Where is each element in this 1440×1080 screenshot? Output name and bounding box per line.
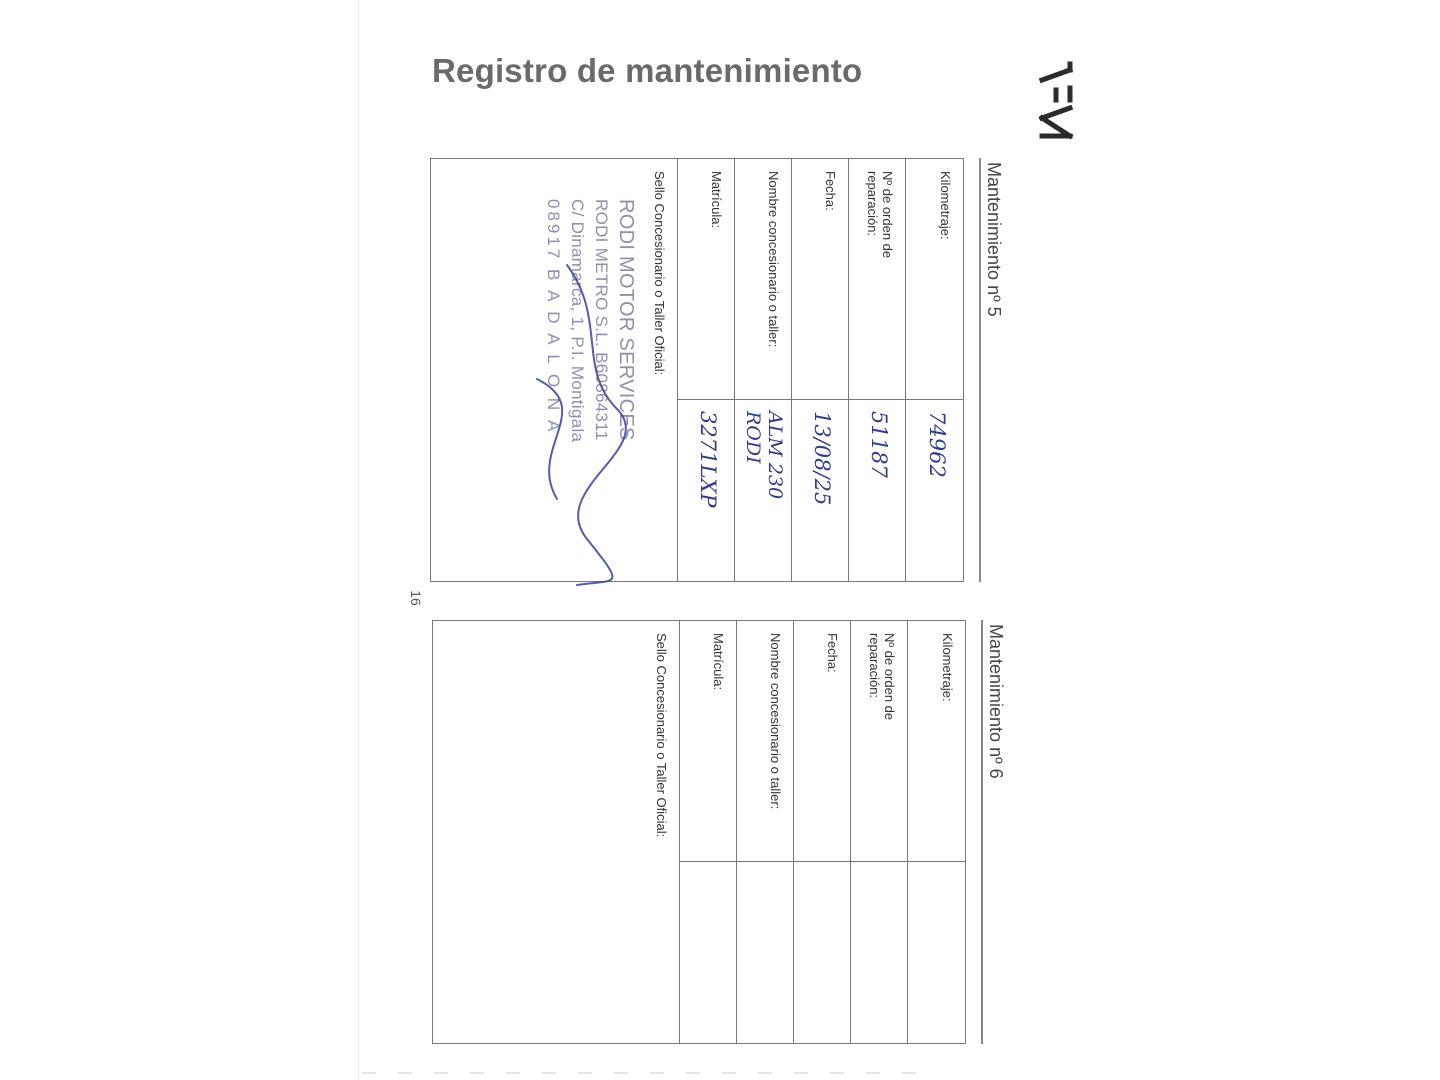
value-nombre-1: ALM 230 bbox=[764, 411, 786, 500]
label-orden: Nº de orden de reparación: bbox=[867, 633, 897, 721]
row-matricula bbox=[679, 621, 736, 1043]
label-nombre: Nombre concesionario o taller: bbox=[768, 633, 783, 810]
value-orden: 51187 bbox=[867, 411, 891, 478]
label-matricula: Matrícula: bbox=[711, 633, 726, 691]
label-fecha: Fecha: bbox=[823, 171, 838, 211]
row-orden bbox=[850, 621, 907, 1043]
form-title: Mantenimiento nº 6 bbox=[986, 624, 1006, 779]
label-nombre: Nombre concesionario o taller: bbox=[766, 171, 781, 348]
signature-icon bbox=[517, 259, 637, 589]
title-rule bbox=[979, 158, 981, 582]
label-fecha: Fecha: bbox=[825, 633, 840, 673]
row-fecha bbox=[791, 159, 848, 581]
page-edge bbox=[358, 0, 359, 1080]
form-grid bbox=[432, 620, 966, 1044]
value-kilometraje: 74962 bbox=[925, 411, 949, 478]
row-matricula bbox=[677, 159, 734, 581]
maintenance-form-6 bbox=[432, 620, 1012, 1044]
row-kilometraje bbox=[907, 621, 965, 1043]
label-sello: Sello Concesionario o Taller Oficial: bbox=[652, 171, 667, 376]
row-kilometraje bbox=[905, 159, 963, 581]
scan-artifact bbox=[362, 1072, 922, 1074]
label-orden: Nº de orden de reparación: bbox=[865, 171, 895, 259]
row-sello bbox=[433, 159, 677, 581]
value-nombre-2: RODI bbox=[742, 411, 764, 464]
stamp-line-3: C/ Dinamarca, 1, P.I. Montigala bbox=[568, 199, 587, 443]
page-title: Registro de mantenimiento bbox=[432, 52, 863, 89]
label-kilometraje: Kilometraje: bbox=[938, 171, 953, 240]
label-matricula: Matrícula: bbox=[709, 171, 724, 229]
row-orden bbox=[848, 159, 905, 581]
label-sello: Sello Concesionario o Taller Oficial: bbox=[654, 633, 669, 838]
row-nombre bbox=[734, 159, 791, 581]
form-title: Mantenimiento nº 5 bbox=[984, 162, 1004, 317]
value-fecha: 13/08/25 bbox=[810, 411, 834, 506]
row-nombre bbox=[736, 621, 793, 1043]
row-fecha bbox=[793, 621, 850, 1043]
page-number: 16 bbox=[408, 590, 424, 606]
title-rule bbox=[981, 620, 983, 1044]
stamp-line-2: RODI METRO S.L. B60864311 bbox=[592, 199, 611, 441]
row-sello bbox=[435, 621, 679, 1043]
dealer-stamp bbox=[462, 199, 637, 579]
value-matricula: 3271LXP bbox=[696, 411, 720, 508]
stamp-line-1: RODI MOTOR SERVICES bbox=[615, 199, 637, 441]
stamp-line-4: 08917 B A D A L O N A bbox=[544, 199, 563, 435]
maintenance-form-5 bbox=[430, 158, 1010, 582]
kia-logo-icon bbox=[1036, 60, 1076, 140]
form-grid bbox=[430, 158, 964, 582]
label-kilometraje: Kilometraje: bbox=[940, 633, 955, 702]
